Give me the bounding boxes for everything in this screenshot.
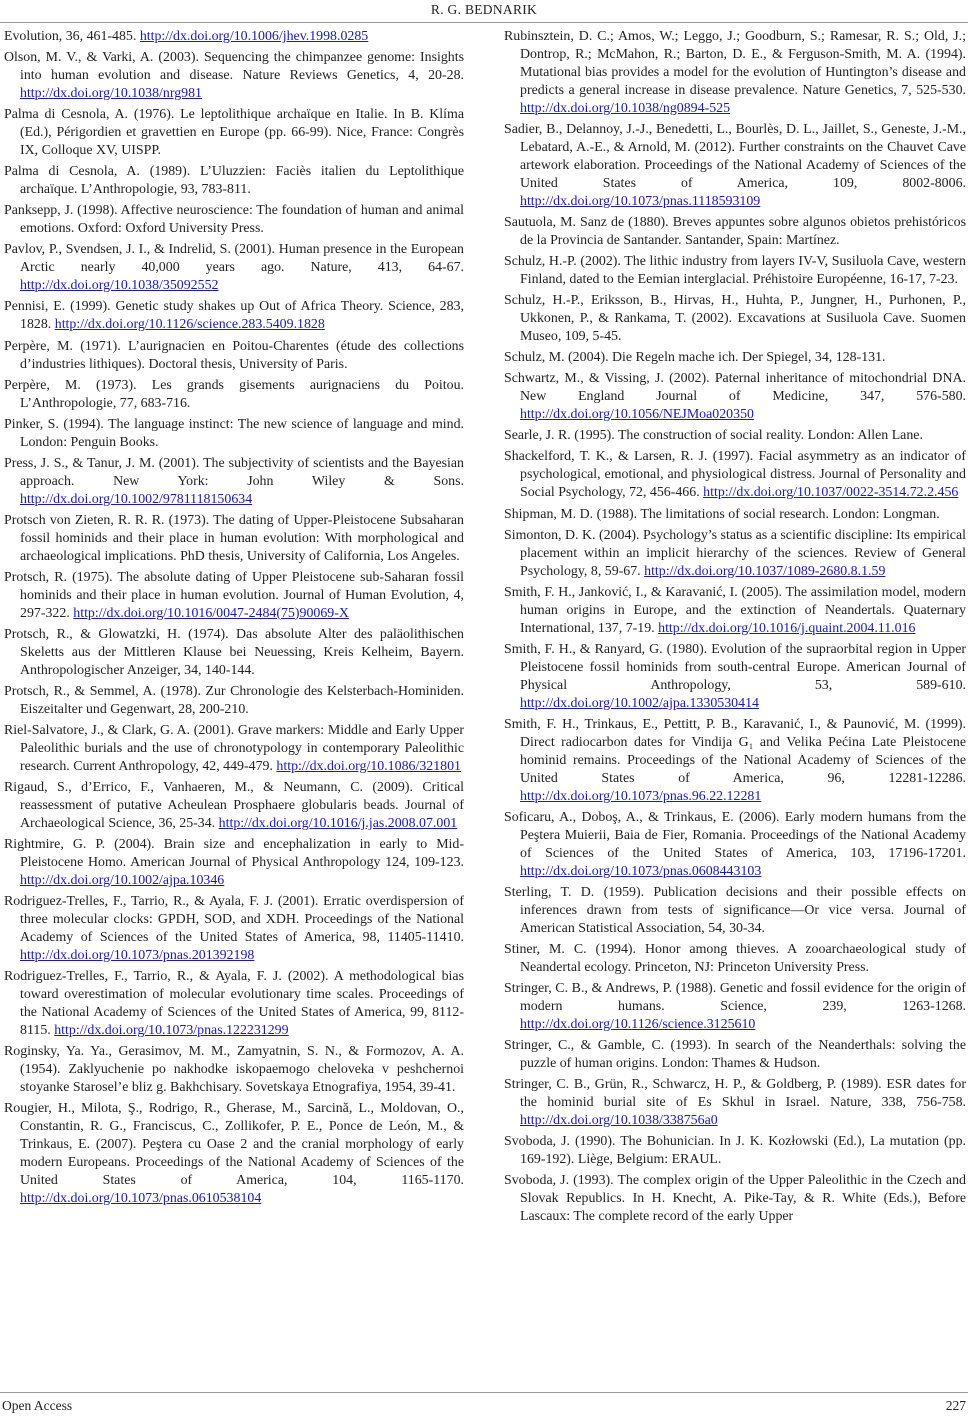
reference-text: Palma di Cesnola, A. (1989). L’Uluzzien: Faciès italien du Leptolithique archaïque. L’Anthropologie, 93, 783-811.: [4, 164, 464, 198]
reference-entry: [4, 202, 464, 238]
reference-text: Smith, F. H., Janković, I., & Karavanić, I. (2005). The assimilation model, modern human origins in Europe, and the extinction of Neandertals. Quaternary International, 137, 7-19.: [504, 584, 966, 636]
reference-entry: [504, 427, 966, 445]
doi-link[interactable]: http://dx.doi.org/10.1037/0022-3514.72.2.456: [703, 485, 959, 501]
reference-entry: [504, 809, 966, 881]
doi-link[interactable]: http://dx.doi.org/10.1073/pnas.0608443103: [520, 863, 762, 879]
reference-text: Rubinsztein, D. C.; Amos, W.; Leggo, J.; Goodburn, S.; Ramesar, R. S.; Old, J.; Dontrop, R.; McMahon, R.; Barton, D. E., & Ferguson-Smith, M. A. (1994). Mutational bias provides a model for the evolution of Huntington’s disease and predicts a general increase in disease prevalence. Nature Genetics, 7, 525-530.: [504, 29, 966, 98]
page-footer: [0, 1392, 968, 1415]
reference-text: Simonton, D. K. (2004). Psychology’s status as a scientific discipline: Its empirical placement within an implicit hierarchy of the sciences. Review of General Psychology, 8, 59-67.: [504, 527, 966, 579]
reference-text: Schwartz, M., & Vissing, J. (2002). Paternal inheritance of mitochondrial DNA. New England Journal of Medicine, 347, 576-580.: [504, 371, 966, 405]
reference-text: Press, J. S., & Tanur, J. M. (2001). The subjectivity of scientists and the Bayesian approach. New York: John Wiley & Sons.: [4, 455, 464, 489]
reference-text: Rightmire, G. P. (2004). Brain size and encephalization in early to Mid-Pleistocene Homo. American Journal of Physical Anthropology 124, 109-123.: [4, 837, 464, 871]
reference-entry: [504, 584, 966, 638]
reference-text: Shipman, M. D. (1988). The limitations of social research. London: Longman.: [504, 506, 940, 522]
reference-entry: [504, 448, 966, 502]
doi-link[interactable]: http://dx.doi.org/10.1056/NEJMoa020350: [520, 407, 754, 423]
reference-text: Perpère, M. (1973). Les grands gisements aurignaciens du Poitou. L’Anthropologie, 77, 683-716.: [4, 377, 464, 411]
doi-link[interactable]: http://dx.doi.org/10.1037/1089-2680.8.1.59: [644, 563, 886, 579]
reference-entry: [4, 455, 464, 509]
doi-link[interactable]: http://dx.doi.org/10.1073/pnas.122231299: [54, 1023, 289, 1039]
doi-link[interactable]: http://dx.doi.org/10.1126/science.3125610: [520, 1016, 756, 1032]
reference-text: Sautuola, M. Sanz de (1880). Breves appuntes sobre algunos obietos prehistóricos de la Provincia de Santander. Santander, Spain: Martínez.: [504, 214, 966, 248]
reference-entry: [4, 377, 464, 413]
reference-text: Rigaud, S., d’Errico, F., Vanhaeren, M., & Neumann, C. (2009). Critical reassessment of putative Acheulean Prosphaere globularis beads. Journal of Archaeological Science, 36, 25-34.: [4, 780, 464, 832]
reference-text: Stringer, C. B., & Andrews, P. (1988). Genetic and fossil evidence for the origin of modern humans. Science, 239, 1263-1268.: [504, 980, 966, 1014]
running-head-text: R. G. BEDNARIK: [430, 2, 538, 17]
references-right-column: [504, 28, 966, 1229]
reference-entry: [504, 28, 966, 118]
doi-link[interactable]: http://dx.doi.org/10.1006/jhev.1998.0285: [139, 29, 369, 44]
doi-link[interactable]: http://dx.doi.org/10.1038/35092552: [20, 278, 219, 294]
reference-text: Protsch, R. (1975). The absolute dating of Upper Pleistocene sub-Saharan fossil hominids and their place in human evolution. Journal of Human Evolution, 4, 297-322.: [4, 569, 464, 621]
reference-entry: [4, 28, 464, 46]
reference-entry: [504, 716, 966, 806]
reference-entry: [504, 980, 966, 1034]
doi-link[interactable]: http://dx.doi.org/10.1002/ajpa.10346: [20, 873, 225, 889]
reference-entry: [4, 163, 464, 199]
reference-text: Perpère, M. (1971). L’aurignacien en Poitou-Charentes (étude des collections d’industries lithiques). Doctoral thesis, University of Paris.: [4, 338, 464, 372]
reference-text: Schulz, M. (2004). Die Regeln mache ich. Der Spiegel, 34, 128-131.: [504, 350, 886, 366]
journal-name: Open Access: [2, 1398, 73, 1413]
reference-text: Soficaru, A., Doboş, A., & Trinkaus, E. (2006). Early modern humans from the Peştera Muierii, Baia de Fier, Romania. Proceedings of the National Academy of Sciences of the United States of America, 103, 17196-17201.: [504, 809, 966, 861]
reference-entry: [504, 641, 966, 713]
reference-text: Pennisi, E. (1999). Genetic study shakes up Out of Africa Theory. Science, 283, 1828.: [4, 299, 464, 333]
reference-entry: [4, 722, 464, 776]
reference-text: Rodriguez-Trelles, F., Tarrio, R., & Ayala, F. J. (2002). A methodological bias toward overestimation of molecular evolutionary time scales. Proceedings of the National Academy of Sciences of the United States of America, 99, 8112-8115.: [4, 969, 464, 1039]
reference-entry: [4, 416, 464, 452]
reference-entry: [4, 779, 464, 833]
reference-entry: [4, 893, 464, 965]
reference-text: Palma di Cesnola, A. (1976). Le leptolithique archaïque en Italie. In B. Klíma (Ed.), Périgordien et gravettien en Europe (pp. 66-99). Nice, France: Congrès IX, Colloque XV, UISPP.: [4, 107, 464, 159]
reference-entry: [4, 512, 464, 566]
doi-link[interactable]: http://dx.doi.org/10.1002/ajpa.1330530414: [520, 695, 759, 711]
doi-link[interactable]: http://dx.doi.org/10.1073/pnas.1118593109: [520, 193, 761, 209]
reference-entry: [4, 968, 464, 1040]
references-left-column: [4, 28, 464, 1211]
reference-entry: [504, 941, 966, 977]
reference-entry: [4, 298, 464, 334]
reference-text: Schulz, H.-P., Eriksson, B., Hirvas, H., Huhta, P., Jungner, H., Purhonen, P., Ukkonen, P., & Rankama, T. (2002). Excavations at Susiluola Cave. Suomen Museo, 109, 5-45.: [504, 293, 966, 344]
reference-text: Rougier, H., Milota, Ş., Rodrigo, R., Gherase, M., Sarcină, L., Moldovan, O., Constantin, R. G., Franciscus, C., Zollikofer, P. E., Ponce de León, M., & Trinkaus, E. (2007). Peştera cu Oase 2 and the cranial morphology of early modern Europeans. Proceedings of the National Academy of Sciences of the United States of America, 104, 1165-1170.: [4, 1101, 464, 1189]
reference-entry: [504, 884, 966, 938]
reference-text: Smith, F. H., & Ranyard, G. (1980). Evolution of the supraorbital region in Upper Pleistocene fossil hominids from south-central Europe. American Journal of Physical Anthropology, 53, 589-610.: [504, 641, 966, 693]
page-number: 227: [945, 1398, 966, 1413]
doi-link[interactable]: http://dx.doi.org/10.1073/pnas.0610538104: [20, 1191, 262, 1207]
reference-entry: [504, 527, 966, 581]
doi-link[interactable]: http://dx.doi.org/10.1016/j.quaint.2004.11.016: [658, 620, 916, 636]
reference-entry: [4, 683, 464, 719]
reference-entry: [4, 241, 464, 295]
reference-text: Searle, J. R. (1995). The construction of social reality. London: Allen Lane.: [504, 428, 923, 444]
running-header: [0, 0, 968, 23]
reference-text: Stringer, C., & Gamble, C. (1993). In search of the Neanderthals: solving the puzzle of human origins. London: Thames & Hudson.: [504, 1037, 966, 1071]
reference-text: Smith, F. H., Trinkaus, E., Pettitt, P. B., Karavanić, I., & Paunović, M. (1999). Direct radiocarbon dates for Vindija G₁ and Velika Pećina Late Pleistocene hominid remains. Proceedings of the National Academy of Sciences of the United States of America, 96, 12281-12286.: [504, 716, 966, 786]
reference-entry: [4, 569, 464, 623]
reference-text: Panksepp, J. (1998). Affective neuroscience: The foundation of human and animal emotions. Oxford: Oxford University Press.: [4, 203, 464, 237]
reference-text: Protsch, R., & Semmel, A. (1978). Zur Chronologie des Kelsterbach-Hominiden. Eiszeitalter und Gegenwart, 28, 200-210.: [4, 684, 464, 717]
reference-text: Sterling, T. D. (1959). Publication decisions and their possible effects on inferences drawn from tests of significance—Or vice versa. Journal of American Statistical Association, 54, 30-34.: [504, 884, 966, 936]
reference-text: Roginsky, Ya. Ya., Gerasimov, M. M., Zamyatnin, S. N., & Formozov, A. A. (1954). Zaklyuchenie po nakhodke iskopaemogo cheloveka v peshchernoi stoyanke Starosel’e bliz g. Bakhchisary. Sovetskaya Etnografiya, 1954, 39-41.: [4, 1044, 464, 1096]
reference-entry: [4, 626, 464, 680]
doi-link[interactable]: http://dx.doi.org/10.1038/nrg981: [20, 86, 203, 102]
reference-entry: [4, 338, 464, 374]
doi-link[interactable]: http://dx.doi.org/10.1016/j.jas.2008.07.001: [218, 816, 458, 832]
reference-text: Stiner, M. C. (1994). Honor among thieves. A zooarchaeological study of Neandertal ecology. Princeton, NJ: Princeton University Press.: [504, 941, 966, 975]
doi-link[interactable]: http://dx.doi.org/10.1086/321801: [276, 759, 461, 775]
reference-entry: [504, 121, 966, 211]
reference-entry: [504, 292, 966, 346]
reference-entry: [504, 1133, 966, 1169]
reference-entry: [504, 506, 966, 524]
reference-text: Pavlov, P., Svendsen, J. I., & Indrelid, S. (2001). Human presence in the European Arctic nearly 40,000 years ago. Nature, 413, 64-67.: [4, 242, 464, 276]
reference-text: Riel-Salvatore, J., & Clark, G. A. (2001). Grave markers: Middle and Early Upper Paleolithic burials and the use of chronotypology in contemporary Paleolithic research. Current Anthropology, 42, 449-479.: [4, 723, 464, 775]
reference-entry: [504, 1076, 966, 1130]
reference-text: Protsch von Zieten, R. R. R. (1973). The dating of Upper-Pleistocene Subsaharan fossil hominids and their place in human evolution: With morphological and archaeological implications. PhD thesis, University of California, Los Angeles.: [4, 512, 464, 564]
doi-link[interactable]: http://dx.doi.org/10.1073/pnas.201392198: [20, 948, 255, 964]
doi-link[interactable]: http://dx.doi.org/10.1126/science.283.5409.1828: [54, 317, 325, 333]
doi-link[interactable]: http://dx.doi.org/10.1038/ng0894-525: [520, 100, 731, 116]
reference-text: Evolution, 36, 461-485.: [4, 29, 137, 44]
reference-text: Stringer, C. B., Grün, R., Schwarcz, H. P., & Goldberg, P. (1989). ESR dates for the hominid burial site of Es Skhul in Israel. Nature, 338, 756-758.: [504, 1076, 966, 1110]
reference-text: Protsch, R., & Glowatzki, H. (1974). Das absolute Alter des paläolithischen Skeletts aus der Mittleren Klause bei Neuessing, Kreis Kelheim, Bayern. Anthropologischer Anzeiger, 34, 140-144.: [4, 626, 464, 678]
doi-link[interactable]: http://dx.doi.org/10.1038/338756a0: [520, 1112, 718, 1128]
reference-text: Pinker, S. (1994). The language instinct: The new science of language and mind. London: Penguin Books.: [4, 416, 464, 450]
reference-text: Shackelford, T. K., & Larsen, R. J. (1997). Facial asymmetry as an indicator of psychological, emotional, and physiological distress. Journal of Personality and Social Psychology, 72, 456-466.: [504, 449, 966, 501]
doi-link[interactable]: http://dx.doi.org/10.1016/0047-2484(75)90069-X: [73, 605, 349, 621]
reference-text: Svoboda, J. (1993). The complex origin of the Upper Paleolithic in the Czech and Slovak Republics. In H. Knecht, A. Pike-Tay, & R. White (Eds.), Before Lascaux: The complete record of the early Upper: [504, 1173, 966, 1225]
reference-text: Svoboda, J. (1990). The Bohunician. In J. K. Kozłowski (Ed.), La mutation (pp. 169-192). Liège, Belgium: ERAUL.: [504, 1134, 966, 1167]
doi-link[interactable]: http://dx.doi.org/10.1073/pnas.96.22.12281: [520, 788, 762, 804]
reference-text: Schulz, H.-P. (2002). The lithic industry from layers IV-V, Susiluola Cave, western Finland, dated to the Eemian interglacial. Préhistoire Européenne, 16-17, 7-23.: [504, 254, 966, 287]
reference-entry: [4, 49, 464, 103]
reference-entry: [504, 214, 966, 250]
doi-link[interactable]: http://dx.doi.org/10.1002/9781118150634: [20, 491, 253, 507]
reference-entry: [504, 349, 966, 367]
reference-entry: [504, 253, 966, 289]
reference-entry: [504, 370, 966, 424]
reference-entry: [4, 106, 464, 160]
reference-text: Rodriguez-Trelles, F., Tarrio, R., & Ayala, F. J. (2001). Erratic overdispersion of three molecular clocks: GPDH, SOD, and XDH. Proceedings of the National Academy of Sciences of the United States of America, 98, 11405-11410.: [4, 894, 464, 946]
reference-text: Sadier, B., Delannoy, J.-J., Benedetti, L., Bourlès, D. L., Jaillet, S., Geneste, J.-M., Lebatard, A.-E., & Arnold, M. (2012). Further constraints on the Chauvet Cave artework elaboration. Proceedings of the National Academy of Sciences of the United States of America, 109, 8002-8006.: [504, 121, 966, 191]
reference-entry: [4, 836, 464, 890]
reference-entry: [504, 1037, 966, 1073]
reference-entry: [504, 1172, 966, 1226]
reference-text: Olson, M. V., & Varki, A. (2003). Sequencing the chimpanzee genome: Insights into human evolution and disease. Nature Reviews Genetics, 4, 20-28.: [4, 50, 464, 84]
reference-entry: [4, 1043, 464, 1097]
reference-entry: [4, 1100, 464, 1208]
